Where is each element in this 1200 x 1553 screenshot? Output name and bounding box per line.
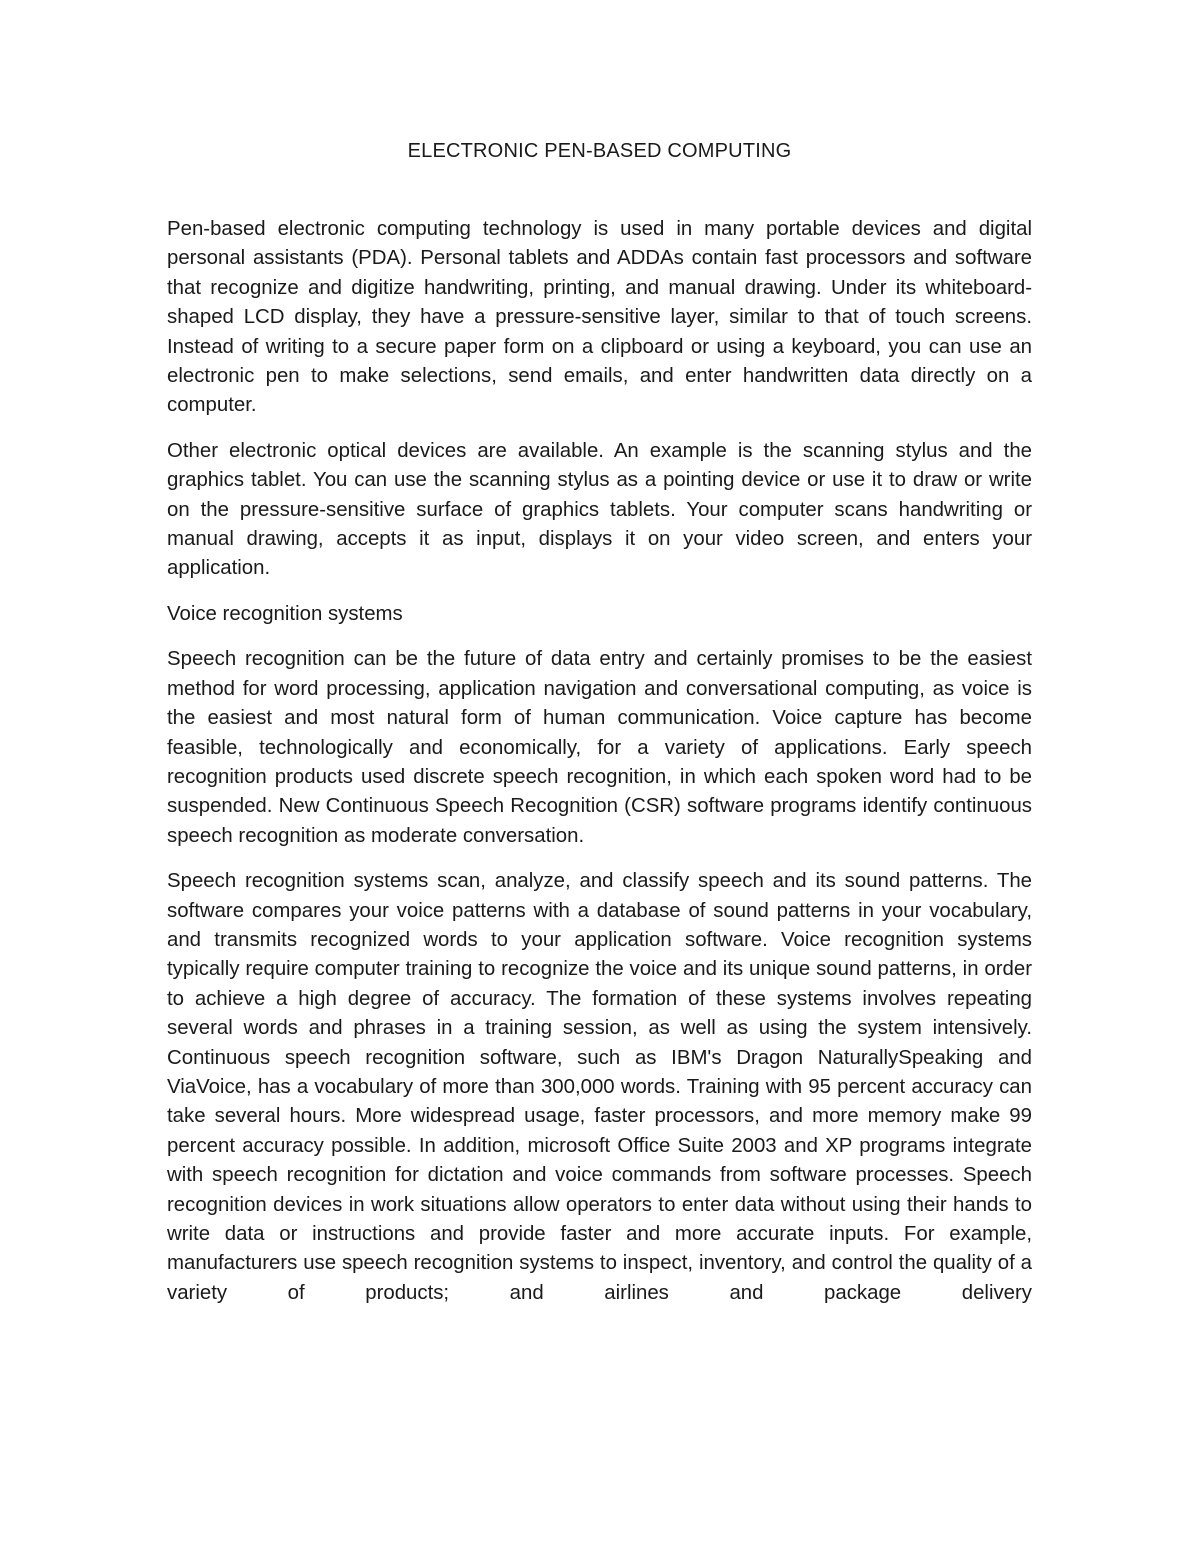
paragraph-optical-devices: Other electronic optical devices are available. An example is the scanning stylus and the graphics tablet. You can use the scanning stylus as a pointing device or use it to draw or write on the pressure-sensitive surface of graphics tablets. Your computer scans handwriting or manual drawing, accepts it as input, displays it on your video screen, and enters your application. [167, 439, 1032, 580]
paragraph-speech-recognition-systems: Speech recognition systems scan, analyze, and classify speech and its sound patterns. The software compares your voice patterns with a database of sound patterns in your vocabulary, and transmits recognized words to your application software. Voice recognition systems typically require computer training to recognize the voice and its unique sound patterns, in order to achieve a high degree of accuracy. The formation of these systems involves repeating several words and phrases in a training session, as well as using the system intensively. Continuous speech recognition software, such as IBM's Dragon NaturallySpeaking and ViaVoice, has a vocabulary of more than 300,000 words. Training with 95 percent accuracy can take several hours. More widespread usage, faster processors, and more memory make 99 percent accuracy possible. In addition, microsoft Office Suite 2003 and XP programs integrate with speech recognition for dictation and voice commands from software processes. Speech recognition devices in work situations allow operators to enter data without using their hands to write data or instructions and provide faster and more accurate inputs. For example, manufacturers use speech recognition systems to inspect, inventory, and control the quality of a variety of products; and airlines and package delivery [167, 870, 1032, 1304]
section-heading-voice-recognition: Voice recognition systems [167, 602, 403, 625]
document-title: ELECTRONIC PEN-BASED COMPUTING [407, 140, 792, 162]
paragraph-pen-computing: Pen-based electronic computing technology is used in many portable devices and digital personal assistants (PDA). Personal tablets and ADDAs contain fast processors and software that recognize and digitize handwriting, printing, and manual drawing. Under its whiteboard-shaped LCD display, they have a pressure-sensitive layer, similar to that of touch screens. Instead of writing to a secure paper form on a clipboard or using a keyboard, you can use an electronic pen to make selections, send emails, and enter handwritten data directly on a computer. [167, 218, 1032, 417]
paragraph-speech-recognition-future: Speech recognition can be the future of data entry and certainly promises to be the easiest method for word processing, application navigation and conversational computing, as voice is the easiest and most natural form of human communication. Voice capture has become feasible, technologically and economically, for a variety of applications. Early speech recognition products used discrete speech recognition, in which each spoken word had to be suspended. New Continuous Speech Recognition (CSR) software programs identify continuous speech recognition as moderate conversation. [167, 648, 1032, 847]
document-body [167, 140, 1032, 1324]
